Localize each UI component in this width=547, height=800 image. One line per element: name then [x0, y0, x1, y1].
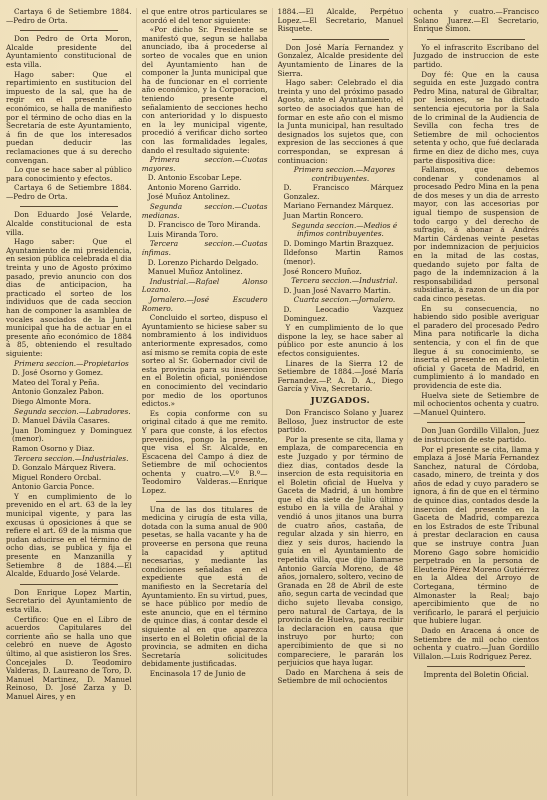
list-item: Juan Dominguez y Dominguez (menor).: [12, 425, 132, 444]
paragraph: Don Eduardo José Velarde, Alcalde constitucional de esta villa.: [6, 210, 132, 237]
list-item: D. Gonzalo Márquez Rivera.: [12, 463, 116, 473]
paragraph: Y en cumplimiento de lo que dispone la ley, se hace saber al público por este anuncio á los efectos consiguientes.: [277, 323, 404, 358]
list-item: D. Juan José Navarro Martin.: [283, 285, 391, 295]
list-item: Ildefonso Martin Ramos (menor).: [283, 248, 404, 267]
column-1: [6, 8, 137, 796]
section-title: Tercera seccion.—Industrial.: [291, 276, 398, 286]
section-title: Segunda seccion.—Medios é ínfimos contribuyentes.: [291, 220, 398, 239]
section-title: Jornalero.—José Escudero Romero.: [141, 295, 268, 313]
paragraph: Lo que se hace saber al público para conocimiento y efectos.: [6, 165, 132, 183]
section-title: Cuarta seccion.—Jornalero.: [293, 295, 396, 305]
list-item: D. José Osorno y Gomez.: [12, 368, 104, 378]
list-item: José Roncero Muñoz.: [283, 266, 362, 276]
paragraph: Cartaya 6 de Setiembre 1884.—Pedro de Orta.: [6, 183, 132, 201]
section-title: Industrial.—Rafael Alonso Lozano.: [141, 276, 268, 295]
list-item: Miguel Rondero Orcbal.: [12, 472, 102, 482]
section-title: Primera seccion.—Mayores contribuyentes.: [293, 165, 396, 183]
section-title: Primera seccion.—Cuotas mayores.: [141, 155, 268, 173]
section-title: Primera seccion.—Propietarios: [14, 358, 129, 368]
list-item: Ramon Osorno y Diaz.: [12, 443, 95, 453]
column-3: [278, 8, 409, 796]
list-item: Mateo del Toral y Peña.: [12, 377, 100, 387]
paragraph: Cartaya 6 de Setiembre 1884.—Pedro de Orta.: [6, 8, 132, 25]
section-title: Tercera seccion.—Cuotas ínfimas.: [141, 239, 268, 258]
section-heading-juzgados: JUZGADOS.: [310, 395, 371, 406]
list-item: D. Francisco de Toro Miranda.: [147, 220, 261, 230]
list-item: D. Francisco Márquez Gonzalez.: [283, 183, 404, 201]
divider: [20, 584, 118, 585]
list-item: Diego Almonte Mora.: [12, 396, 92, 406]
list-item: José Muñoz Antolinez.: [147, 192, 231, 202]
paragraph: 1884.—El Alcalde, Perpétuo Lopez.—El Secretario, Manuel Risquete.: [277, 8, 404, 34]
list-item: Antonio Moreno Garrido.: [147, 182, 241, 192]
list-item: Antonio Garcia Ponce.: [12, 482, 95, 492]
list-item: D. Domingo Martin Brazquez.: [283, 238, 394, 248]
list-item: D. Lorenzo Pichardo Delgado.: [147, 257, 259, 267]
divider: [427, 422, 525, 423]
list-item: Juan Martin Roncero.: [283, 211, 364, 221]
divider: [427, 666, 525, 667]
paragraph: Don Pedro de Orta Moron, Alcalde presidente del Ayuntamiento constitucional de esta villa.: [6, 34, 132, 69]
paragraph: Por el presente se cita, llama y emplaza á José María Fernandez Sanchez, natural de Córdoba, casado, minero, de treinta y dos años de edad y cuyo paradero se ignora, á fin de que en el término de quince dias, contados desde la insercion del presente en la Gaceta de Madrid, comparezca en los Estrados de este Tribunal á prestar declaracion en causa que se instruye contra Juan Moreno Gago sobre homicidio perpetrado en la persona de Eleuterio Pérez Moreno Gutiérrez en la Aldea del Arroyo de Cortegana, término de Almonaster la Real; bajo apercibimiento que de no verificarlo, le parará el perjuicio que hubiere lugar.: [413, 444, 539, 626]
paragraph: Hago saber: Celebrado el dia treinta y uno del próximo pasado Agosto, ante el Ayuntamiento, el sorteo de asociados que han de formar en este año con el mismo la Junta municipal, han resultado designados los sujetos que, con expresion de las secciones á que correspondan, se expresan á continuacion:: [277, 78, 404, 165]
paragraph: Hago saber: Que el Ayuntamiento de mi presidencia, en sesion pública celebrada el dia treinta y uno de Agosto próximo pasado, previo anuncio con dos dias de anticipacion, ha practicado el sorteo de los individuos que de cada seccion han de componer la asamblea de vocales asociados de la Junta municipal que ha de actuar en el presente año económico de 1884 á 85, obteniendo el resultado siguiente:: [6, 237, 132, 358]
paragraph: Yo el infrascrito Escribano del Juzgado de instruccion de este partido.: [413, 42, 539, 69]
divider: [427, 39, 525, 40]
paragraph: Por la presente se cita, llama y emplaza, de comparecencia en este Juzgado y por término de diez dias, contados desde la insercion de esta requisitoria en el Boletin oficial de Huelva y Gaceta de Madrid, á un hombre que el dia siete de Julio último estubo en la villa de Arahal y vendió á unos jitanos una burra de cuatro años, castaña, de regular alzada y sin hierro, en diez y seis duros, haciendo la guía en el Ayuntamiento de repetida villa, que dijo llamarse Antonio García Moreno, de 48 años, jornalero, soltero, vecino de Granada en 28 de Abril de este año, segun carta de vecindad que dicho sujeto llevaba consigo, pero natural de Cartaya, de la provincia de Huelva, para recibir la declaracion en causa que instruyo por hurto; con apercibimiento de que si no compareciere, le pararán los perjuicios que haya lugar.: [277, 434, 404, 668]
paragraph: Dado en Aracena á once de Setiembre de mil ocho cientos ochenta y cuatro.—Juan Gordillo Villalon.—Luis Rodriguez Perez.: [413, 625, 539, 661]
paragraph: Encinasola 17 de Junio de: [149, 668, 246, 678]
list-item: D. Leocadio Vazquez Dominguez.: [283, 305, 404, 323]
paragraph: Fallamos, que debemos condenar y condenamos al procesado Pedro Mina en la pena de dos meses y un dia de arresto mayor, con las accesorias por igual tiempo de suspension de todo cargo y del derecho de sufragio, á abonar á Andrés Martin Cárdenas veinte pesetas por indemnizacion de perjuicios en la mitad de las costas, quedando sujeto por falta de pago de la indemnizacion á la responsabilidad personal subsidiaria, á razon de un dia por cada cinco pesetas.: [413, 165, 539, 303]
paragraph: Don José María Fernandez y Gonzalez, Alcalde presidente del Ayuntamiento de Linares de la Sierra.: [277, 42, 404, 78]
section-title: Tercera seccion.—Industriales.: [14, 453, 129, 463]
paragraph: Doy fé: Que en la causa seguida en este Juzgado contra Pedro Mina, natural de Gibraltar, por lesiones, se ha dictado sentencia ejecutoria por la Sala de lo criminal de la Audiencia de Sevilla con fecha tres de Setiembre de mil ochocientos setenta y ocho, que fué declarada firme en diez de dicho mes, cuya parte dispositiva dice:: [413, 69, 539, 165]
printer-imprint: Imprenta del Boletin Oficial.: [423, 670, 529, 680]
list-item: Mariano Fernandez Márquez.: [283, 201, 394, 211]
paragraph: Concluido el sorteo, dispuso el Ayuntamiento se hiciese saber su nombramiento á los individuos anteriormente expresados, como así mismo se remita copia de este sorteo al Sr. Gobernador civil de esta provincia para su insercion en el Boletin oficial, poniéndose en conocimiento del vecindario por medio de los oportunos edictos.»: [141, 313, 268, 409]
paragraph: Don Enrique Lopez Martin, Secretario del Ayuntamiento de esta villa.: [6, 587, 132, 614]
paragraph: Huelva siete de Setiembre de mil ochocientos ochenta y cuatro.—Manuel Quintero.: [413, 390, 539, 417]
divider: [20, 206, 118, 207]
section-title: Segunda seccion.—Cuotas medianas.: [141, 202, 268, 220]
paragraph: Don Francisco Solano y Juarez Belloso, Juez instructor de este partido.: [277, 407, 404, 435]
list-item: Antonio Gonzalez Pabon.: [12, 387, 104, 397]
divider: [292, 39, 390, 40]
paragraph: ochenta y cuatro.—Francisco Solano Juarez.—El Secretario, Enrique Simon.: [413, 8, 539, 34]
paragraph: Hago saber: Que el repartimiento en sustitucion del impuesto de la sal, que ha de regir en el presente año económico, se halla de manifiesto por el término de ocho dias en la Secretaría de este Ayuntamiento, á fin de que los interesados puedan deducir las reclamaciones que á su derecho convengan.: [6, 69, 132, 165]
section-title: Segunda seccion.—Labradores.: [14, 406, 131, 416]
list-item: Manuel Muñoz Antolinez.: [147, 267, 243, 277]
paragraph: Dado en Marchena á seis de Setiembre de mil ochocientos: [277, 667, 404, 686]
paragraph: «Por dicho Sr. Presidente se manifestó que, segun se hallaba anunciado, iba á procederse al sorteo de vocales que en union del Ayuntamiento han de componer la Junta municipal que ha de funcionar en el corriente año económico, y la Corporacion, teniendo presente el señalamiento de secciones hecho con anterioridad y lo dispuesto en la ley municipal vigente, procedió á verificar dicho sorteo con las formalidades legales, dando el resultado siguiente:: [141, 25, 268, 155]
list-item: D. Antonio Escobar Lepe.: [147, 173, 242, 183]
paragraph: Don Juan Gordillo Villalon, Juez de instruccion de este partido.: [413, 426, 539, 444]
list-item: Luis Miranda Toro.: [147, 229, 219, 239]
column-4: [413, 8, 543, 796]
paragraph: Una de las dos titulares de medicina y cirugía de esta villa, dotada con la suma anual de 900 pesetas, se halla vacante y ha de proveerse en persona que reuna la capacidad y aptitud necesarias, y mediante las condiciones señaladas en el expediente que está de manifiesto en la Secretaría del Ayuntamiento. En su virtud, pues, se hace público por medio de este anuncio, que en el término de quince dias, á contar desde el siguiente al en que aparezca inserto en el Boletin oficial de la provincia, se admiten en dicha Secretaría solicitudes debidamente justificadas.: [141, 504, 268, 669]
divider: [20, 30, 118, 31]
paragraph: Linares de la Sierra 12 de Setiembre de 1884.—José María Fernandez.—P. A. D. A., Diego García y Viva, Secretario.: [277, 358, 404, 394]
paragraph: Y en cumplimiento de lo prevenido en el art. 63 de la ley municipal vigente, y para las excusas ú oposiciones á que se refiere el art. 69 de la misma que pudan aducirse en el término de ocho dias, se publica y fija el presente en Manzanilla y Setiembre 8 de 1884.—El Alcalde, Eduardo José Velarde.: [6, 491, 132, 579]
paragraph: En su consecuencia, no habiendo sido posible averiguar el paradero del procesado Pedro Mina para notificarle la dicha sentencia, y con el fin de que llegue á su conocimiento, se inserta el presente en el Boletin oficial y Gaceta de Madrid, en cumplimiento á lo mandado en providencia de este dia.: [413, 303, 539, 390]
paragraph: Certifico: Que en el Libro de acuerdos Capitulares del corriente año se halla uno que celebró en nueve de Agosto último, al que asistieron los Sres. Concejales D. Teodomiro Valderas, D. Laureano de Toro, D. Manuel Martinez, D. Manuel Reinoso, D. José Zarza y D. Manuel Aires, y en: [6, 614, 132, 701]
column-2: [142, 8, 273, 796]
divider: [156, 501, 254, 502]
paragraph: el que entre otros particulares se acordó el del tenor siguiente:: [141, 8, 268, 25]
list-item: D. Manuel Dávila Casares.: [12, 416, 110, 426]
paragraph: Es copia conforme con su original citado á que me remito. Y para que conste, á los efectos prevenidos, pongo la presente, que visa el Sr. Alcalde, en Escacena del Campo á diez de Setiembre de mil ochocientos ochenta y cuatro.—V.º B.º—Teodomiro Valderas.—Enrique Lopez.: [141, 408, 268, 496]
